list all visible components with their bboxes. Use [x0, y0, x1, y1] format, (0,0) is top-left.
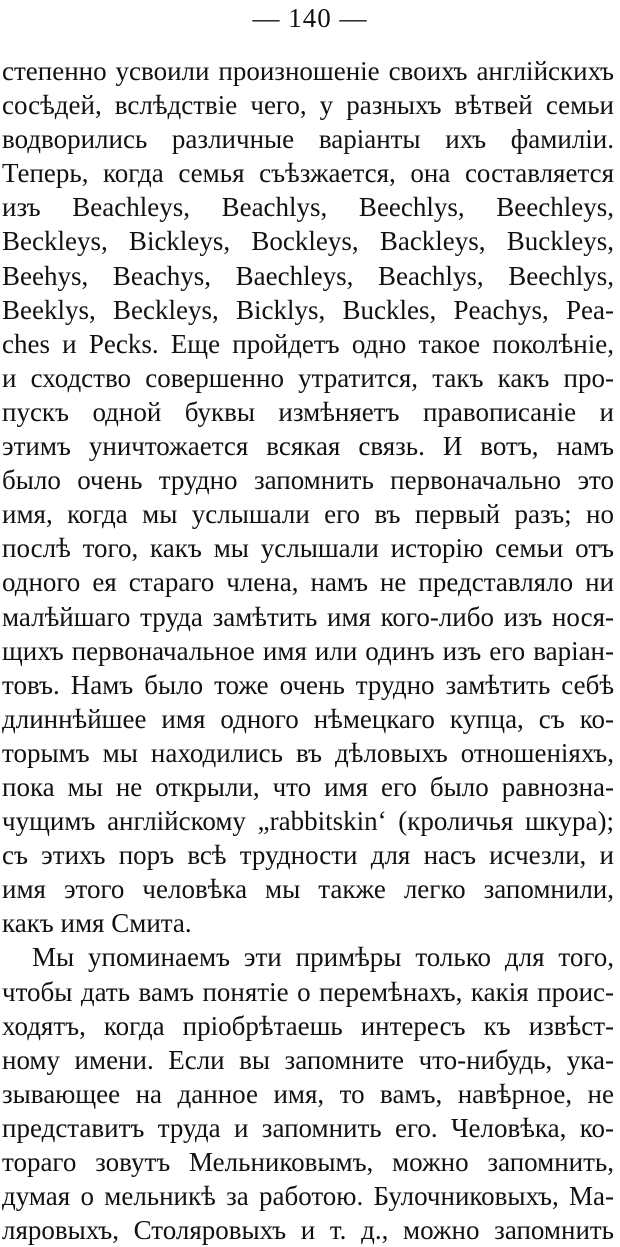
text-body — [2, 54, 614, 1247]
text-line: какъ имя Смита. — [2, 908, 192, 939]
text-line: съ этихъ поръ всѣ трудности для насъ исчезли, и — [2, 840, 614, 871]
text-line: ходятъ, когда пріобрѣтаешь интересъ къ извѣст- — [2, 1010, 614, 1041]
text-line: щихъ первоначальное имя или одинъ изъ его варіан- — [2, 635, 614, 666]
text-line: торымъ мы находились въ дѣловыхъ отношеніяхъ, — [2, 737, 614, 768]
text-line: сосѣдей, вслѣдствіе чего, у разныхъ вѣтвей семьи — [2, 90, 614, 121]
paragraph-2 — [2, 940, 614, 1247]
text-line: и сходство совершенно утратится, такъ какъ про- — [2, 362, 614, 393]
text-line: имя этого человѣка мы также легко запомнили, — [2, 874, 614, 905]
text-line: ляровыхъ, Столяровыхъ и т. д., можно запомнить — [2, 1215, 614, 1246]
text-line: чтобы дать вамъ понятіе о перемѣнахъ, какія проис- — [2, 976, 614, 1007]
text-line: зывающее на данное имя, то вамъ, навѣрное, не — [2, 1078, 614, 1109]
text-line: пускъ одной буквы измѣняетъ правописаніе и — [2, 396, 614, 427]
text-line: этимъ уничтожается всякая связь. И вотъ, намъ — [2, 431, 614, 462]
text-line: товъ. Намъ было тоже очень трудно замѣтить себѣ — [2, 669, 614, 700]
text-line: ches и Pecks. Еще пройдетъ одно такое поколѣніе, — [2, 328, 614, 359]
text-line: Beckleys, Bickleys, Bockleys, Backleys, Buckleys, — [2, 226, 614, 257]
page-number: — 140 — — [252, 3, 368, 33]
text-line: Beeklys, Beckleys, Bicklys, Buckles, Peachys, Pea- — [2, 294, 614, 325]
text-line: тораго зовутъ Мельниковымъ, можно запомнить, — [2, 1147, 614, 1177]
text-line: послѣ того, какъ мы услышали исторію семьи отъ — [2, 533, 614, 564]
text-line: степенно усвоили произношеніе своихъ англійскихъ — [2, 56, 614, 86]
text-line: было очень трудно запомнить первоначально это — [2, 465, 614, 496]
text-line: длиннѣйшее имя одного нѣмецкаго купца, съ ко- — [2, 703, 614, 734]
text-line: чущимъ англійскому „rabbitskin‘ (кроличья шкура); — [2, 806, 614, 837]
text-line: пока мы не открыли, что имя его было равнозна- — [2, 771, 614, 802]
text-line: малѣйшаго труда замѣтить имя кого-либо изъ нося- — [2, 601, 614, 632]
text-line: Теперь, когда семья съѣзжается, она составляется — [2, 158, 614, 189]
text-line: ному имени. Если вы запомните что-нибудь, ука- — [2, 1044, 614, 1075]
text-line: одного ея стараго члена, намъ не представляло ни — [2, 567, 614, 598]
paragraph-1 — [2, 54, 614, 940]
text-line: имя, когда мы услышали его въ первый разъ; но — [2, 499, 614, 530]
text-line: думая о мельникѣ за работою. Булочниковыхъ, Ма- — [2, 1181, 614, 1212]
text-line: представитъ труда и запомнить его. Человѣка, ко- — [2, 1112, 614, 1143]
text-line: водворились различные варіанты ихъ фамиліи. — [2, 124, 614, 155]
text-line: Beehys, Beachys, Baechleys, Beachlys, Beechlys, — [2, 260, 614, 291]
text-line: изъ Beachleys, Beachlys, Beechlys, Beechleys, — [2, 192, 614, 223]
text-line: Мы упоминаемъ эти примѣры только для того, — [32, 942, 614, 973]
